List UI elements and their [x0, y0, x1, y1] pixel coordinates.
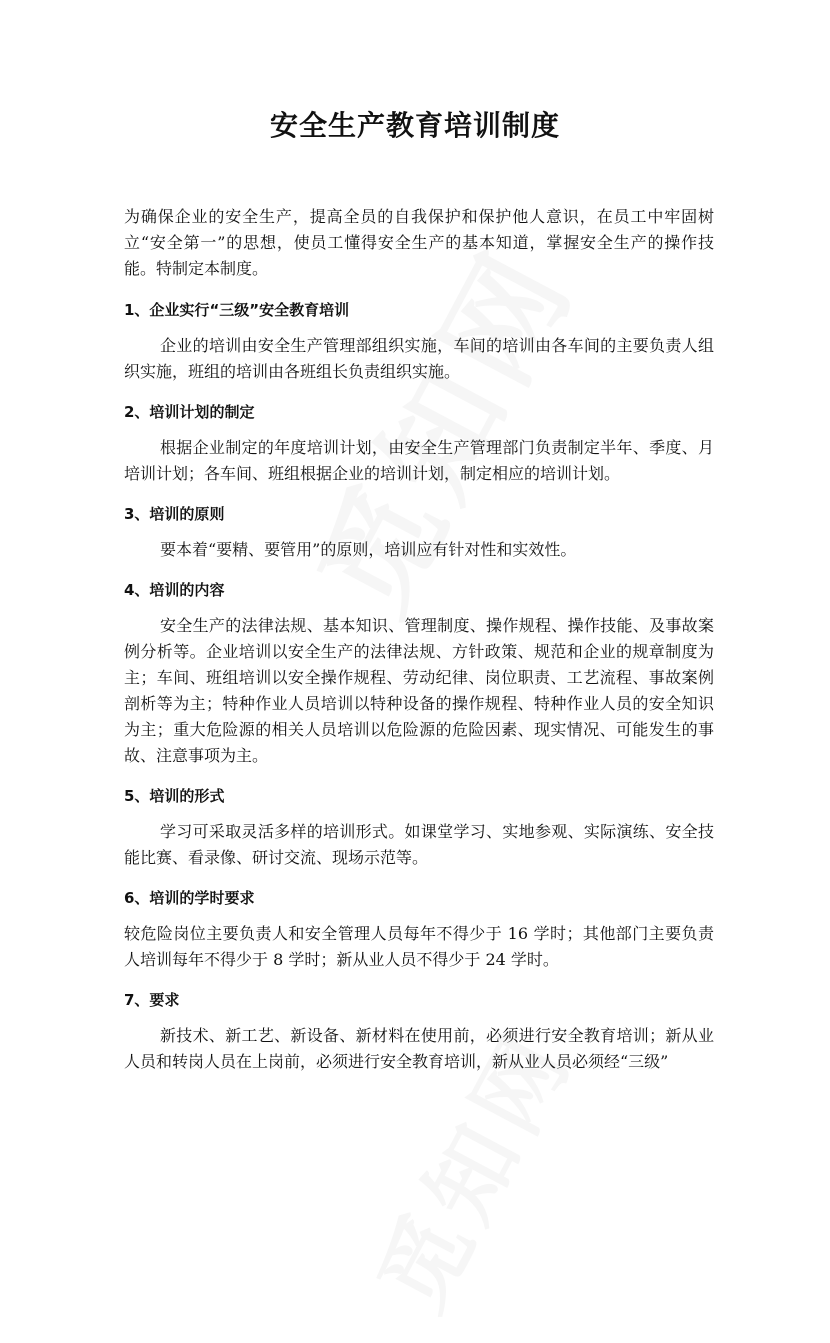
section-heading-6: 6、培训的学时要求 [124, 889, 255, 907]
section-body-7: 新技术、新工艺、新设备、新材料在使用前，必须进行安全教育培训；新从业人员和转岗人员在上岗前，必须进行安全教育培训，新从业人员必须经“三级” [124, 1026, 714, 1071]
section-body-6: 较危险岗位主要负责人和安全管理人员每年不得少于 16 学时；其他部门主要负责人培训每年不得少于 8 学时；新从业人员不得少于 24 学时。 [124, 924, 714, 969]
document-body [124, 204, 714, 1075]
section-heading-3: 3、培训的原则 [124, 505, 225, 523]
section-body-4: 安全生产的法律法规、基本知识、管理制度、操作规程、操作技能、及事故案例分析等。企业培训以安全生产的法律法规、方针政策、规范和企业的规章制度为主；车间、班组培训以安全操作规程、劳动纪律、岗位职责、工艺流程、事故案例剖析等为主；特种作业人员培训以特种设备的操作规程、特种作业人员的安全知识为主；重大危险源的相关人员培训以危险源的危险因素、现实情况、可能发生的事故、注意事项为主。 [124, 616, 714, 765]
section-heading-1: 1、企业实行“三级”安全教育培训 [124, 301, 350, 319]
document-title: 安全生产教育培训制度 [269, 109, 560, 142]
section-body-1: 企业的培训由安全生产管理部组织实施，车间的培训由各车间的主要负责人组织实施，班组的培训由各班组长负责组织实施。 [124, 336, 714, 381]
section-heading-4: 4、培训的内容 [124, 581, 225, 599]
intro-paragraph: 为确保企业的安全生产，提高全员的自我保护和保护他人意识，在员工中牢固树立“安全第一”的思想，使员工懂得安全生产的基本知道，掌握安全生产的操作技能。特制定本制度。 [124, 207, 714, 278]
section-body-5: 学习可采取灵活多样的培训形式。如课堂学习、实地参观、实际演练、安全技能比赛、看录像、研讨交流、现场示范等。 [124, 822, 714, 867]
section-heading-7: 7、要求 [124, 991, 180, 1009]
section-heading-2: 2、培训计划的制定 [124, 403, 255, 421]
section-body-3: 要本着“要精、要管用”的原则，培训应有针对性和实效性。 [160, 540, 577, 559]
section-body-2: 根据企业制定的年度培训计划，由安全生产管理部门负责制定半年、季度、月培训计划；各车间、班组根据企业的培训计划，制定相应的培训计划。 [124, 438, 714, 483]
section-heading-5: 5、培训的形式 [124, 787, 225, 805]
